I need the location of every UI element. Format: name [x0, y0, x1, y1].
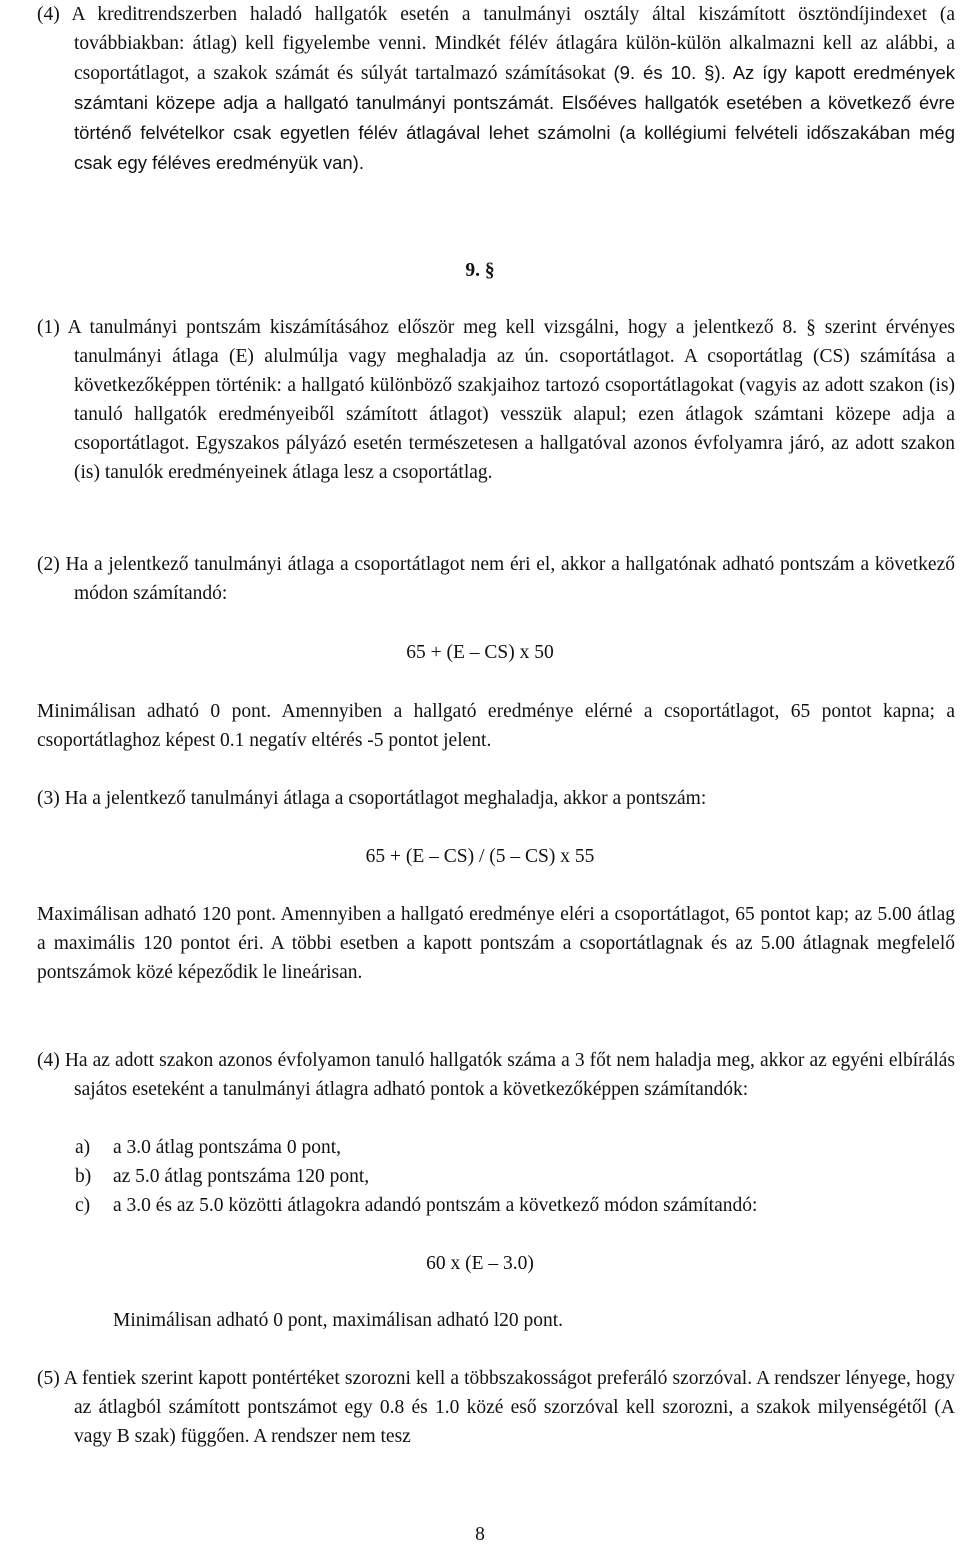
list-item-c-text: a 3.0 és az 5.0 közötti átlagokra adandó pontszám a következő módon számítandó: [113, 1195, 758, 1216]
paragraph-8-4 [37, 0, 955, 178]
formula-9-4: 60 x (E – 3.0) [426, 1253, 534, 1274]
list-item-c [75, 1191, 955, 1220]
list-item-a-text: a 3.0 átlag pontszáma 0 pont, [113, 1137, 341, 1158]
paragraph-8-4-text [37, 4, 955, 174]
formula-9-3: 65 + (E – CS) / (5 – CS) x 55 [365, 846, 595, 867]
paragraph-9-4b: Minimálisan adható 0 pont, maximálisan adható l20 pont. [113, 1310, 564, 1331]
list-item-c-label: c) [75, 1195, 91, 1216]
paragraph-8-4-serif-part: (4) A kreditrendszerben haladó hallgatók esetén a tanulmányi osztály által kiszámított ösztöndíjindexet (a továbbiakban: átlag) kell figyelembe venni. Mindkét félév átlagára külön-külön alkalmazni kell az alábbi, a csoportátlagot, a szakok számát és súlyát tartalmazó számításokat [37, 4, 955, 84]
section-heading-9: 9. § [465, 260, 495, 281]
list-item-a-label: a) [75, 1137, 91, 1158]
formula-9-2: 65 + (E – CS) x 50 [406, 642, 554, 663]
paragraph-9-5: (5) A fentiek szerint kapott pontértéket szorozni kell a többszakosságot preferáló szorzóval. A rendszer lényege, hogy az átlagból számított pontszámot egy 0.8 és 1.0 közé eső szorzóval kell szorozni, a szakok milyenségétől (A vagy B szak) függően. A rendszer nem tesz [37, 1368, 955, 1447]
paragraph-8-4-sans-part: (9. és 10. §). Az így kapott eredmények számtani közepe adja a hallgató tanulmányi pontszámát. Elsőéves hallgatók esetében a következő évre történő felvételkor csak egyetlen félév átlagával lehet számolni (a kollégiumi felvételi időszakában még csak egy féléves eredményük van). [74, 62, 955, 173]
list-item-b-text: az 5.0 átlag pontszáma 120 pont, [113, 1166, 370, 1187]
list-item-b-label: b) [75, 1166, 92, 1187]
paragraph-9-1: (1) A tanulmányi pontszám kiszámításához először meg kell vizsgálni, hogy a jelentkező 8. § szerint érvényes tanulmányi átlaga (E) alulmúlja vagy meghaladja az ún. csoportátlagot. A csoportátlag (CS) számítása a következőképpen történik: a hallgató különböző szakjaihoz tartozó csoportátlagokat (vagyis az adott szakon (is) tanuló hallgatók eredményeiből számított átlagot) vesszük alapul; ezen átlagok számtani közepe adja a csoportátlagot. Egyszakos pályázó esetén természetesen a hallgatóval azonos évfolyamra járó, az adott szakon (is) tanulók eredményeinek átlaga lesz a csoportátlag. [37, 317, 955, 483]
paragraph-9-3: (3) Ha a jelentkező tanulmányi átlaga a csoportátlagot meghaladja, akkor a pontszám: [37, 788, 707, 809]
list-item-a [75, 1133, 955, 1162]
paragraph-9-2: (2) Ha a jelentkező tanulmányi átlaga a csoportátlagot nem éri el, akkor a hallgatónak adható pontszám a következő módon számítandó: [37, 554, 955, 604]
page-number: 8 [475, 1524, 485, 1545]
paragraph-9-3b: Maximálisan adható 120 pont. Amennyiben a hallgató eredménye eléri a csoportátlagot, 65 pontot kap; az 5.00 átlag a maximális 120 pontot éri. A többi esetben a kapott pontszám a csoportátlagnak és az 5.00 átlagnak megfelelő pontszámok közé képeződik le lineárisan. [37, 904, 955, 983]
paragraph-9-4: (4) Ha az adott szakon azonos évfolyamon tanuló hallgatók száma a 3 főt nem haladja meg, akkor az egyéni elbírálás sajátos eseteként a tanulmányi átlagra adható pontok a következőképpen számítandók: [37, 1050, 955, 1100]
list-item-b [75, 1162, 955, 1191]
paragraph-9-2b: Minimálisan adható 0 pont. Amennyiben a hallgató eredménye elérné a csoportátlagot, 65 pontot kapna; a csoportátlaghoz képest 0.1 negatív eltérés -5 pontot jelent. [37, 701, 955, 751]
